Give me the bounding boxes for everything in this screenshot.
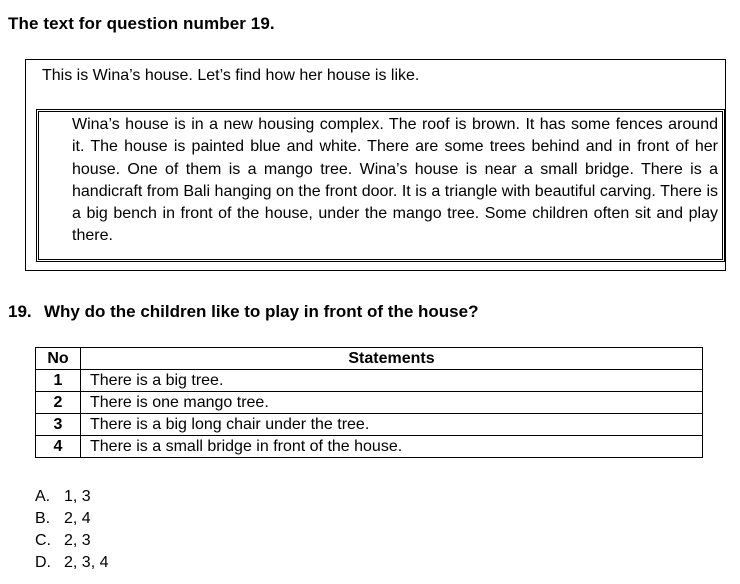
statements-table [35, 347, 703, 458]
option-c[interactable] [35, 530, 108, 552]
option-text: 1, 3 [64, 488, 91, 505]
question-19 [8, 302, 478, 322]
row-statement: There is a small bridge in front of the house. [81, 436, 703, 458]
row-number: 1 [36, 370, 81, 392]
row-statement: There is a big long chair under the tree. [81, 414, 703, 436]
passage-outer-box [25, 59, 726, 271]
passage-intro: This is Wina’s house. Let’s find how her house is like. [42, 67, 420, 84]
header-statements: Statements [81, 348, 703, 370]
passage-text: Wina’s house is in a new housing complex. The roof is brown. It has some fences around it. The house is painted blue and white. There are some trees behind and in front of her house. One of them is a mango tree. Wina’s house is near a small bridge. There is a handicraft from Bali hanging on the front door. It is a triangle with beautiful carving. There is a big bench in front of the house, under the mango tree. Some children often sit and play there. [72, 116, 718, 245]
row-statement: There is one mango tree. [81, 392, 703, 414]
row-number: 2 [36, 392, 81, 414]
table-header-row [36, 348, 703, 370]
option-letter: A. [35, 488, 51, 505]
option-text: 2, 3, 4 [64, 554, 109, 571]
option-d[interactable] [35, 552, 108, 574]
option-letter: C. [35, 532, 51, 549]
header-no: No [36, 348, 81, 370]
option-text: 2, 3 [64, 532, 91, 549]
table-row [36, 414, 703, 436]
option-b[interactable] [35, 508, 108, 530]
answer-options [35, 486, 108, 574]
row-statement: There is a big tree. [81, 370, 703, 392]
row-number: 3 [36, 414, 81, 436]
option-text: 2, 4 [64, 510, 91, 527]
table-row [36, 392, 703, 414]
page-heading: The text for question number 19. [8, 14, 275, 33]
question-text: Why do the children like to play in front of the house? [44, 302, 479, 321]
table-row [36, 370, 703, 392]
option-letter: D. [35, 554, 51, 571]
table-row [36, 436, 703, 458]
question-number: 19. [8, 302, 32, 321]
option-letter: B. [35, 510, 51, 527]
passage-inner-box [36, 109, 725, 262]
row-number: 4 [36, 436, 81, 458]
option-a[interactable] [35, 486, 108, 508]
